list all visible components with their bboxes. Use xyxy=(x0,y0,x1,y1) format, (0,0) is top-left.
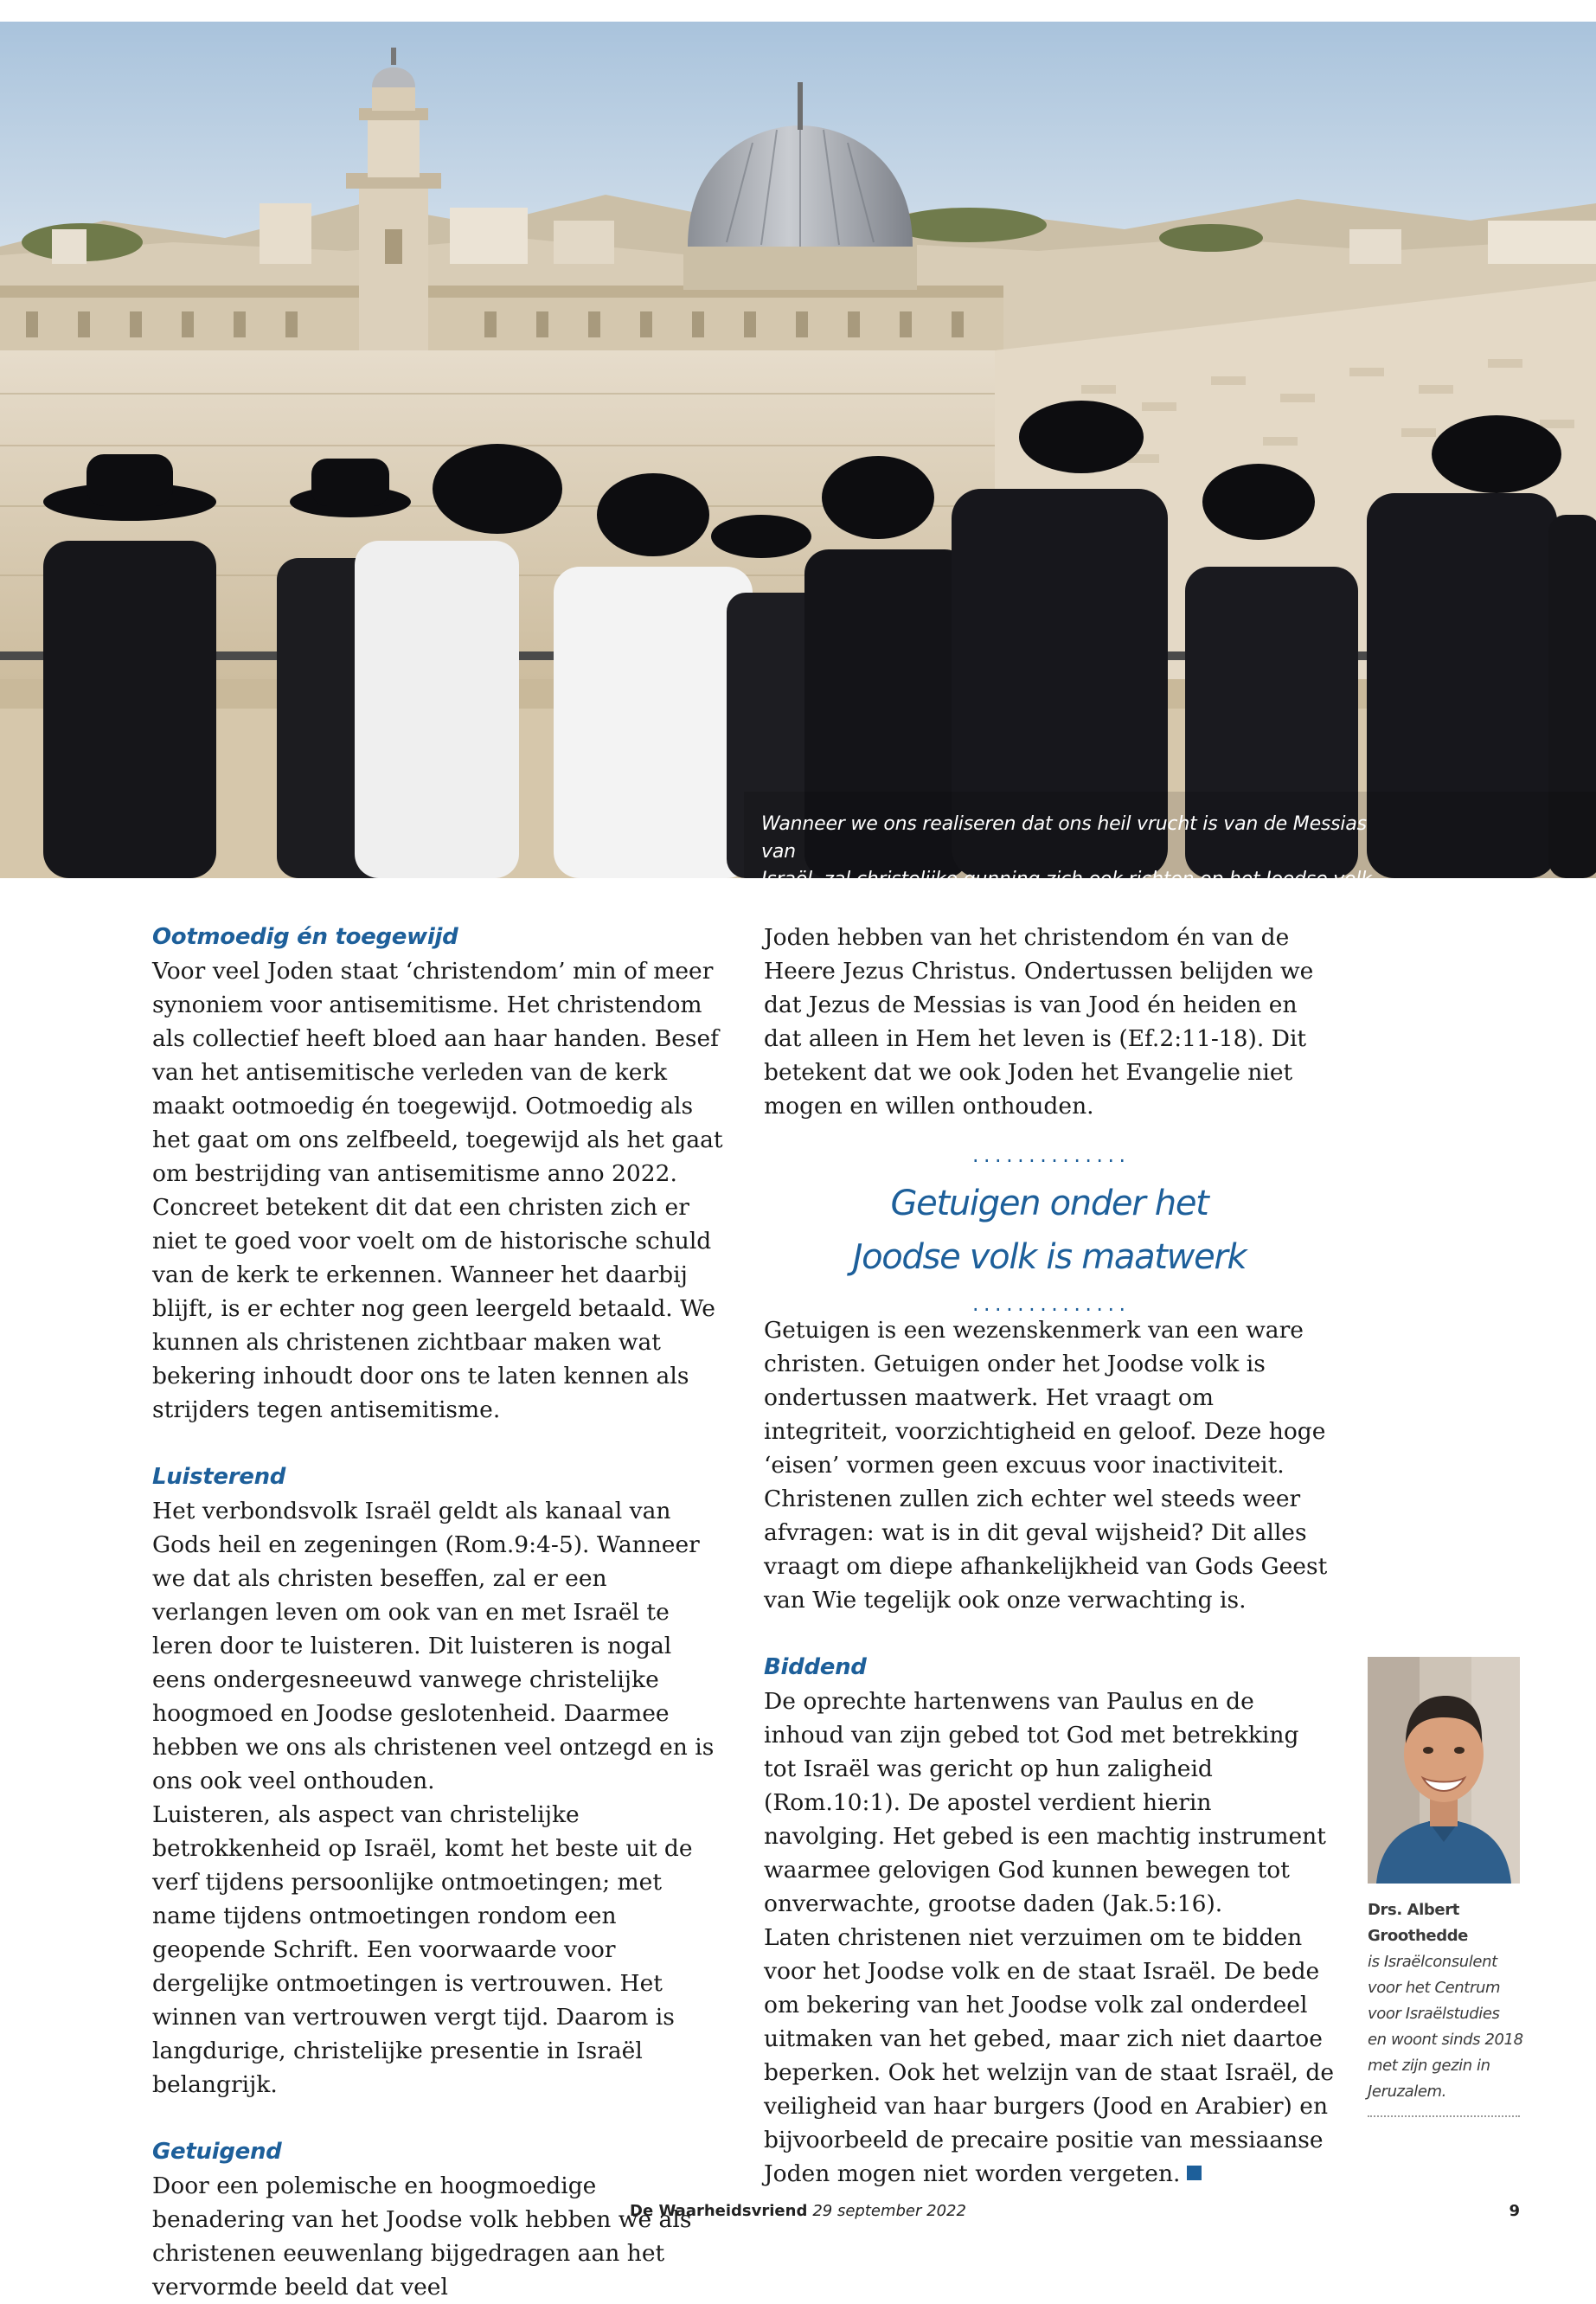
publication-date: 29 september 2022 xyxy=(812,2202,966,2220)
paragraph: Concreet betekent dit dat een christen zich er niet te goed voor voelt om de historische schuld van de kerk te erkennen. Wanneer het daarbij blijft, is er echter nog geen leergeld betaald. We kunnen als christenen zichtbaar maken wat bekering inhoudt door ons te laten kennen als strijders tegen antisemitisme. xyxy=(152,1194,715,1423)
pull-quote-divider-bottom: .............. xyxy=(970,1294,1129,1315)
paragraph-final xyxy=(764,1921,1335,2191)
end-of-article-square-icon xyxy=(1187,2166,1202,2180)
author-portrait-illustration xyxy=(1368,1657,1520,1884)
paragraph: Luisteren, als aspect van christelijke betrokkenheid op Israël, komt het beste uit de verf tijdens persoonlijke ontmoetingen; met name tijdens ontmoetingen rondom een geopende Schrift. Een voorwaarde voor dergelijke ontmoetingen is vertrouwen. Het winnen van vertrouwen vergt tijd. Daarom is langdurige, christelijke presentie in Israël belangrijk. xyxy=(152,1801,693,2098)
pull-quote-divider-top: .............. xyxy=(970,1146,1129,1166)
footer-publication xyxy=(0,2202,1596,2220)
caption-line-2: Israël, zal christelijke gunning zich ook richten op het Joodse volk. xyxy=(761,869,1378,890)
pull-quote-line-1: Getuigen onder het xyxy=(890,1184,1208,1223)
author-bio-line-5: met zijn gezin in xyxy=(1368,2057,1490,2075)
heading-luisterend: Luisterend xyxy=(152,1464,286,1490)
caption-line-1: Wanneer we ons realiseren dat ons heil vrucht is van de Messias van xyxy=(761,813,1367,863)
author-bio-line-6: Jeruzalem. xyxy=(1368,2083,1447,2101)
author-bio-line-4: en woont sinds 2018 xyxy=(1368,2031,1523,2049)
heading-biddend: Biddend xyxy=(764,1654,867,1680)
publication-name: De Waarheidsvriend xyxy=(630,2202,808,2220)
author-name-line-1: Drs. Albert xyxy=(1368,1901,1459,1919)
paragraph: Door een polemische en hoogmoedige benadering van het Joodse volk hebben we als christenen eeuwenlang bijgedragen aan het vervormde beeld dat veel xyxy=(152,2172,692,2301)
heading-getuigend: Getuigend xyxy=(152,2139,282,2165)
author-bio xyxy=(1368,1897,1523,2105)
heading-ootmoedig: Ootmoedig én toegewijd xyxy=(152,924,458,950)
hero-photo xyxy=(0,22,1596,890)
left-column xyxy=(152,921,723,2304)
pull-quote xyxy=(764,1147,1335,1313)
jerusalem-temple-mount-illustration xyxy=(0,22,1596,878)
page-number: 9 xyxy=(1509,2202,1520,2220)
author-bio-line-2: voor het Centrum xyxy=(1368,1979,1501,1997)
pull-quote-line-2: Joodse volk is maatwerk xyxy=(852,1237,1247,1277)
paragraph: Joden hebben van het christendom én van de Heere Jezus Christus. Ondertussen belijden we dat Jezus de Messias is van Jood én heiden en dat alleen in Hem het leven is (Ef.2:11-18). Dit betekent dat we ook Joden het Evangelie niet mogen en willen onthouden. xyxy=(764,924,1314,1120)
paragraph: Het verbondsvolk Israël geldt als kanaal van Gods heil en zegeningen (Rom.9:4-5). Wanneer we dat als christen beseffen, zal er een verlangen leven om ook van en met Israël te leren door te luisteren. Dit luisteren is nogal eens ondergesneeuwd vanwege christelijke hoogmoed en Joodse geslotenheid. Daarmee hebben we ons als christenen veel ontzegd en is ons ook veel onthouden. xyxy=(152,1498,715,1794)
author-bio-line-3: voor Israëlstudies xyxy=(1368,2005,1500,2023)
photo-caption xyxy=(761,811,1384,894)
author-photo xyxy=(1368,1657,1520,1884)
right-column xyxy=(764,921,1335,2191)
author-divider xyxy=(1368,2115,1520,2117)
author-name-line-2: Groothedde xyxy=(1368,1927,1468,1945)
paragraph: Voor veel Joden staat ‘christendom’ min of meer synoniem voor antisemitisme. Het christendom als collectief heeft bloed aan haar handen. Besef van het antisemitische verleden van de kerk maakt ootmoedig én toegewijd. Ootmoedig als het gaat om ons zelfbeeld, toegewijd als het gaat om bestrijding van antisemitisme anno 2022. xyxy=(152,958,723,1187)
paragraph: De oprechte hartenwens van Paulus en de inhoud van zijn gebed tot God met betrekking tot Israël was gericht op hun zaligheid (Rom.10:1). De apostel verdient hierin navolging. Het gebed is een machtig instrument waarmee gelovigen God kunnen bewegen tot onverwachte, grootse daden (Jak.5:16). xyxy=(764,1688,1326,1917)
paragraph-final-text: Laten christenen niet verzuimen om te bidden voor het Joodse volk en de staat Israël. De bede om bekering van het Joodse volk zal onderdeel uitmaken van het gebed, maar zich niet daartoe beperken. Ook het welzijn van de staat Israël, de veiligheid van haar burgers (Jood en Arabier) en bijvoorbeeld de precaire positie van messiaanse Joden mogen niet worden vergeten. xyxy=(764,1924,1335,2187)
author-bio-line-1: is Israëlconsulent xyxy=(1368,1953,1497,1971)
pull-quote-text xyxy=(764,1177,1335,1284)
paragraph: Getuigen is een wezenskenmerk van een ware christen. Getuigen onder het Joodse volk is ondertussen maatwerk. Het vraagt om integriteit, voorzichtigheid en geloof. Deze hoge ‘eisen’ vormen geen excuus voor inactiviteit. Christenen zullen zich echter wel steeds weer afvragen: wat is in dit geval wijsheid? Dit alles vraagt om diepe afhankelijkheid van Gods Geest van Wie tegelijk ook onze verwachting is. xyxy=(764,1317,1328,1614)
